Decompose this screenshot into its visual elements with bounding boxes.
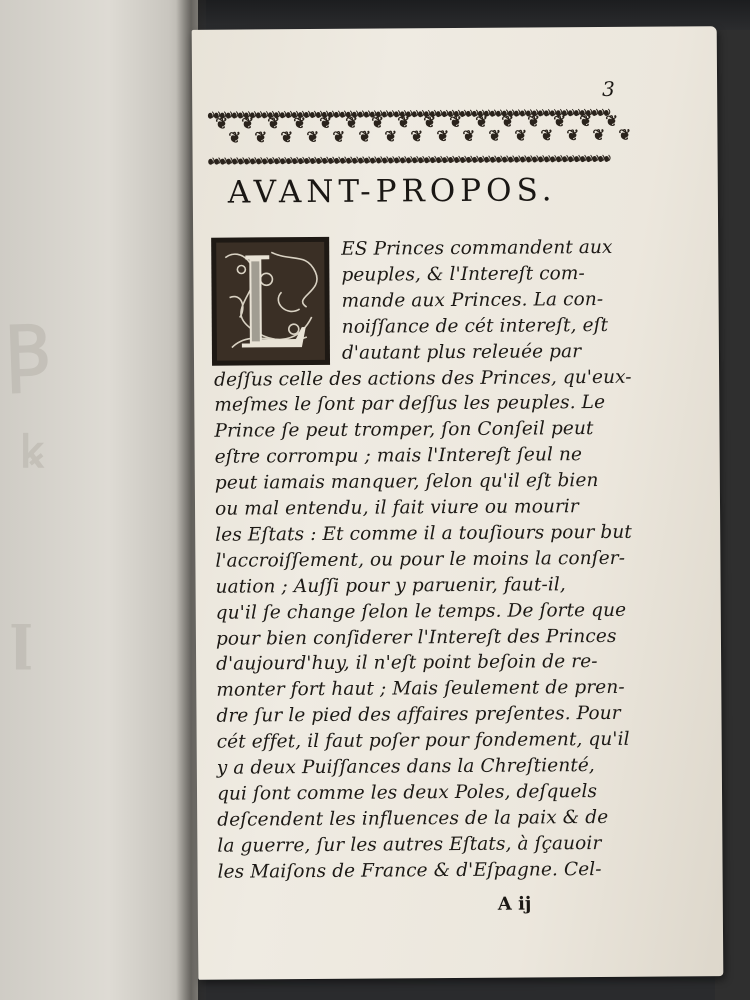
svg-text:❦: ❦ (215, 114, 228, 133)
svg-text:❦: ❦ (345, 113, 358, 132)
text-line: d'autant plus releuée par (341, 340, 582, 364)
svg-text:❦: ❦ (358, 127, 372, 146)
svg-text:❦: ❦ (267, 114, 280, 133)
ornamental-headpiece (207, 104, 632, 169)
page-number: 3 (602, 76, 615, 101)
svg-text:❦: ❦ (241, 114, 254, 133)
text-line: noiſſance de cét intereſt, eſt (341, 314, 609, 338)
svg-text:❦: ❦ (527, 112, 540, 131)
svg-text:❦: ❦ (566, 126, 580, 145)
text-line: qu'il ſe change ſelon le temps. De ſorte que (215, 599, 627, 624)
book-page (192, 26, 724, 980)
text-line: y a deux Puiſſances dans la Chreſtienté, (216, 755, 595, 779)
text-line: deſſus celle des actions des Princes, qu'eux- (214, 366, 632, 391)
svg-text:❦: ❦ (592, 125, 606, 145)
text-line: les Maiſons de France & d'Eſpagne. Cel- (217, 858, 602, 883)
svg-text:❦: ❦ (436, 127, 450, 146)
text-line: monter fort haut ; Mais ſeulement de pren- (216, 677, 625, 701)
svg-text:❦: ❦ (540, 126, 554, 145)
svg-text:❦: ❦ (228, 128, 242, 147)
page-heading: AVANT-PROPOS. (227, 172, 557, 211)
svg-text:❦: ❦ (332, 127, 346, 146)
svg-text:❦: ❦ (280, 128, 294, 147)
signature-mark: A ij (497, 893, 532, 915)
text-line: d'aujourd'huy, il n'eſt point beſoin de re- (216, 651, 598, 676)
text-line: deſcendent les influences de la paix & de (217, 806, 609, 831)
svg-text:❦: ❦ (501, 112, 514, 131)
text-line: peuples, & l'Intereſt com- (341, 262, 585, 286)
decorated-initial-letter (211, 237, 330, 366)
svg-text:❦: ❦ (475, 112, 488, 131)
svg-text:❦: ❦ (371, 113, 384, 132)
facing-page (0, 0, 198, 1000)
svg-text:❦: ❦ (384, 127, 398, 146)
ghost-glyph: ꝃ (20, 427, 44, 478)
text-line: cét effet, il faut poſer pour fondement, qu'il (216, 728, 630, 753)
text-line: dre ſur le pied des affaires preſentes. Pour (216, 703, 621, 727)
text-line: eſtre corrompu ; mais l'Intereſt ſeul ne (214, 444, 583, 468)
svg-text:❦: ❦ (553, 112, 566, 131)
svg-text:❦: ❦ (488, 126, 502, 145)
ghost-glyph: ꞁ (10, 600, 33, 670)
svg-text:❦: ❦ (605, 111, 618, 130)
text-line: la guerre, ſur les autres Eſtats, à ſçauoir (217, 832, 602, 857)
svg-text:❦: ❦ (254, 128, 268, 147)
svg-text:❦: ❦ (319, 113, 332, 132)
text-line: peut iamais manquer, ſelon qu'il eſt bien (214, 470, 599, 494)
text-line: meſmes le ſont par deſſus les peuples. Le (214, 392, 606, 417)
text-line: ou mal entendu, il fait viure ou mourir (214, 496, 579, 520)
svg-text:❦: ❦ (306, 127, 320, 147)
text-line: pour bien conſiderer l'Intereſt des Princes (215, 625, 617, 650)
svg-text:❦: ❦ (462, 126, 476, 145)
text-line: les Eſtats : Et comme il a touſiours pour but (215, 521, 632, 546)
text-line: Prince ſe peut tromper, ſon Conſeil peut (214, 418, 594, 442)
svg-text:❦: ❦ (293, 114, 306, 133)
svg-text:❦: ❦ (514, 126, 528, 145)
text-line: l'accroiſſement, ou pour le moins la conſer- (215, 547, 626, 572)
ghost-glyph: Ꞵ (3, 308, 52, 393)
svg-text:❦: ❦ (579, 112, 592, 131)
svg-text:❦: ❦ (397, 113, 410, 132)
svg-text:❦: ❦ (618, 125, 632, 144)
text-line: mande aux Princes. La con- (341, 288, 604, 312)
text-line: qui ſont comme les deux Poles, deſquels (216, 780, 598, 805)
text-line: uation ; Auſſi pour y paruenir, faut-il, (215, 573, 566, 598)
text-line: ES Princes commandent aux (341, 236, 613, 260)
svg-text:❦: ❦ (410, 127, 424, 146)
svg-text:❦: ❦ (449, 112, 462, 132)
svg-text:❦: ❦ (423, 113, 436, 132)
